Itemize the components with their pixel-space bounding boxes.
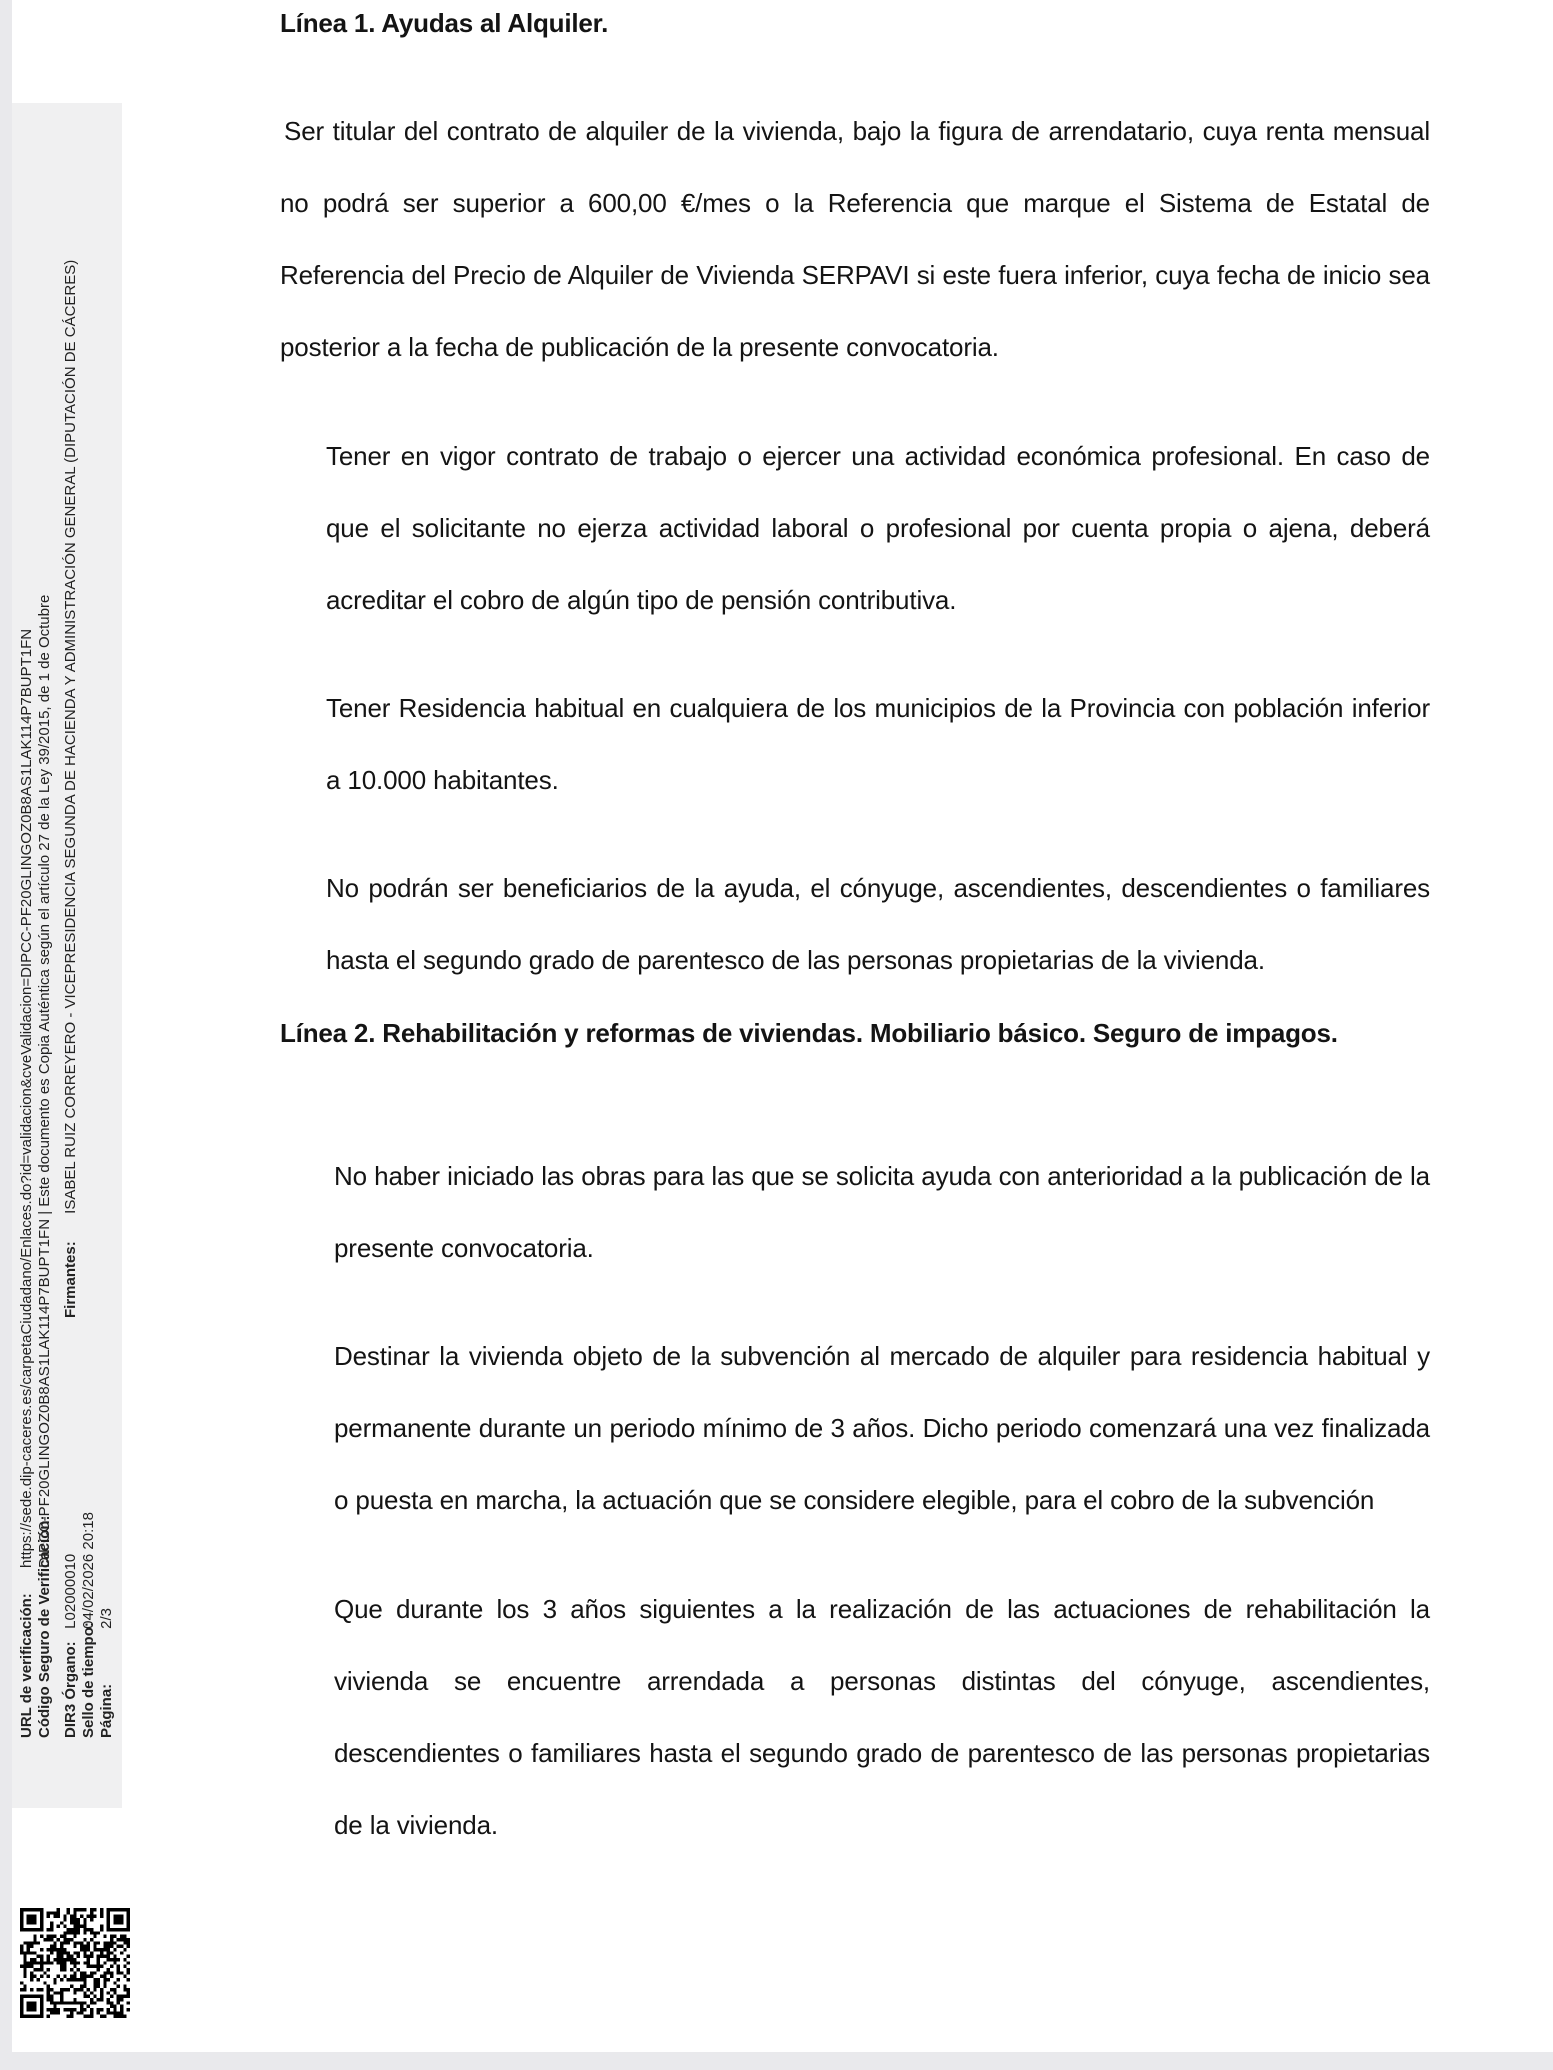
csv-value: DIPCC-PF20GLINGOZ0B8AS1LAK114P7BUPT1FN | Este documento es Copia Auténtica según el artículo 27 de la Ley 39/2015, de 1 de Octubre xyxy=(36,594,53,1568)
csv-label: Código Seguro de Verificación: xyxy=(36,1515,53,1738)
firmantes-label: Firmantes: xyxy=(62,1241,79,1318)
firmantes-row xyxy=(62,260,80,1318)
s1-paragraph-4: No podrán ser beneficiarios de la ayuda, el cónyuge, ascendientes, descendientes o familiares hasta el segundo grado de parentesco de las personas propietarias de la vivienda. xyxy=(326,873,1430,975)
url-row xyxy=(18,1593,36,1738)
dir3-row xyxy=(62,1554,80,1738)
sello-value: 04/02/2026 20:18 xyxy=(80,1512,97,1629)
url-value-row[interactable] xyxy=(18,629,36,1568)
qr-code-graphic xyxy=(20,1908,130,2018)
pagina-value: 2/3 xyxy=(98,1607,115,1629)
dir3-value: L02000010 xyxy=(62,1553,79,1629)
s1-paragraph-3: Tener Residencia habitual en cualquiera de los municipios de la Provincia con población inferior a 10.000 habitantes. xyxy=(326,693,1430,795)
section-2-title: Línea 2. Rehabilitación y reformas de viviendas. Mobiliario básico. Seguro de impagos. xyxy=(280,1018,1338,1048)
s1-paragraph-2: Tener en vigor contrato de trabajo o ejercer una actividad económica profesional. En caso de que el solicitante no ejerza actividad laboral o profesional por cuenta propia o ajena, deberá acreditar el cobro de algún tipo de pensión contributiva. xyxy=(326,441,1430,615)
document-page xyxy=(12,0,1553,2052)
url-label: URL de verificación: xyxy=(18,1593,35,1738)
dir3-label: DIR3 Órgano: xyxy=(62,1641,79,1738)
pagina-label: Página: xyxy=(98,1683,115,1738)
sello-row xyxy=(80,1512,98,1738)
csv-value-row xyxy=(36,595,54,1568)
sello-label: Sello de tiempo: xyxy=(80,1622,97,1738)
pagina-row xyxy=(98,1608,116,1738)
s2-paragraph-3: Que durante los 3 años siguientes a la realización de las actuaciones de rehabilitación la vivienda se encuentre arrendada a personas distintas del cónyuge, ascendientes, descendientes o familiares hasta el segundo grado de parentesco de las personas propietarias de la vivienda. xyxy=(334,1594,1430,1840)
qr-code-icon xyxy=(20,1908,130,2018)
s2-paragraph-2: Destinar la vivienda objeto de la subvención al mercado de alquiler para residencia habitual y permanente durante un periodo mínimo de 3 años. Dicho periodo comenzará una vez finalizada o puesta en marcha, la actuación que se considere elegible, para el cobro de la subvención xyxy=(334,1341,1430,1515)
firmantes-value: ISABEL RUIZ CORREYERO - VICEPRESIDENCIA SEGUNDA DE HACIENDA Y ADMINISTRACIÓN GENERAL (DIPUTACIÓN DE CÁCERES) xyxy=(62,259,79,1214)
verification-url-link[interactable]: https://sede.dip-caceres.es/carpetaCiudadano/Enlaces.do?id=validacion&cveValidacion=DIPCC-PF20GLINGOZ0B8AS1LAK114P7BUPT1FN xyxy=(18,628,35,1568)
s2-paragraph-1: No haber iniciado las obras para las que se solicita ayuda con anterioridad a la publicación de la presente convocatoria. xyxy=(334,1161,1430,1263)
verification-sidebar xyxy=(12,103,122,1808)
s1-paragraph-1: Ser titular del contrato de alquiler de la vivienda, bajo la figura de arrendatario, cuya renta mensual no podrá ser superior a 600,00 €/mes o la Referencia que marque el Sistema de Estatal de Referencia del Precio de Alquiler de Vivienda SERPAVI si este fuera inferior, cuya fecha de inicio sea posterior a la fecha de publicación de la presente convocatoria. xyxy=(280,116,1430,362)
section-1-title: Línea 1. Ayudas al Alquiler. xyxy=(280,8,609,38)
